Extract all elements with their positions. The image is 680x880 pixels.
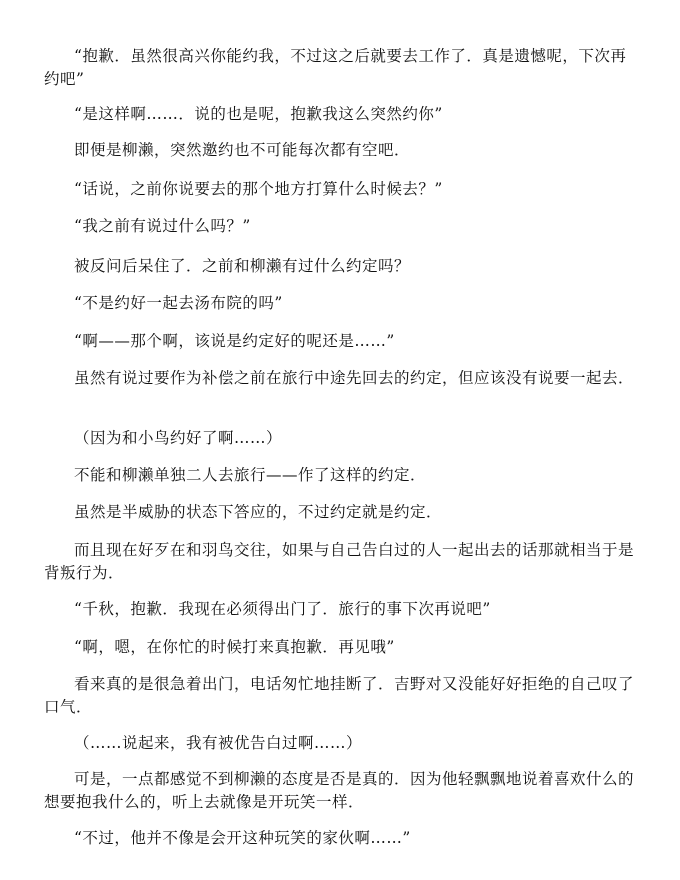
paragraph-like-a-joke: 可是，一点都感觉不到柳濑的态度是否是真的．因为他轻飘飘地说着喜欢什么的想要抱我什么的，听上去就像是开玩笑一样． xyxy=(44,770,635,811)
paragraph-betrayal: 而且现在好歹在和羽鸟交往，如果与自己告白过的人一起出去的话那就相当于是背叛行为． xyxy=(44,541,635,582)
paragraph-did-i-say: “我之前有说过什么吗？” xyxy=(74,217,251,235)
paragraph-stunned: 被反问后呆住了．之前和柳濑有过什么约定吗？ xyxy=(74,257,411,275)
paragraph-not-always-free: 即便是柳濑，突然邀约也不可能每次都有空吧． xyxy=(74,141,411,159)
paragraph-not-joking-type: “不过，他并不像是会开这种玩笑的家伙啊……” xyxy=(74,829,411,847)
paragraph-promised-kotori: （因为和小鸟约好了啊……） xyxy=(74,429,283,447)
paragraph-that-one: “啊——那个啊，该说是约定好的呢还是……” xyxy=(74,332,395,350)
paragraph-promise-is-promise: 虽然是半威胁的状态下答应的，不过约定就是约定． xyxy=(74,503,443,521)
paragraph-must-go-out: “千秋，抱歉．我现在必须得出门了．旅行的事下次再说吧” xyxy=(74,600,491,618)
paragraph-is-that-so: “是这样啊……．说的也是呢，抱歉我这么突然约你” xyxy=(74,105,443,123)
paragraph-goodbye: “啊，嗯，在你忙的时候打来真抱歉．再见哦” xyxy=(74,638,395,656)
paragraph-no-trip-alone: 不能和柳濑单独二人去旅行——作了这样的约定． xyxy=(74,466,427,484)
paragraph-yufuin: “不是约好一起去汤布院的吗” xyxy=(74,294,283,312)
paragraph-sigh: 看来真的是很急着出门，电话匆忙地挂断了．吉野对又没能好好拒绝的自己叹了口气． xyxy=(44,675,635,716)
paragraph-confessed: （……说起来，我有被优告白过啊……） xyxy=(74,734,363,752)
paragraph-when-will-you-go: “话说，之前你说要去的那个地方打算什么时候去？” xyxy=(74,180,443,198)
paragraph-apology: “抱歉．虽然很高兴你能约我，不过这之后就要去工作了．真是遗憾呢，下次再约吧” xyxy=(44,47,627,88)
paragraph-compensation: 虽然有说过要作为补偿之前在旅行中途先回去的约定，但应该没有说要一起去． xyxy=(74,369,635,387)
